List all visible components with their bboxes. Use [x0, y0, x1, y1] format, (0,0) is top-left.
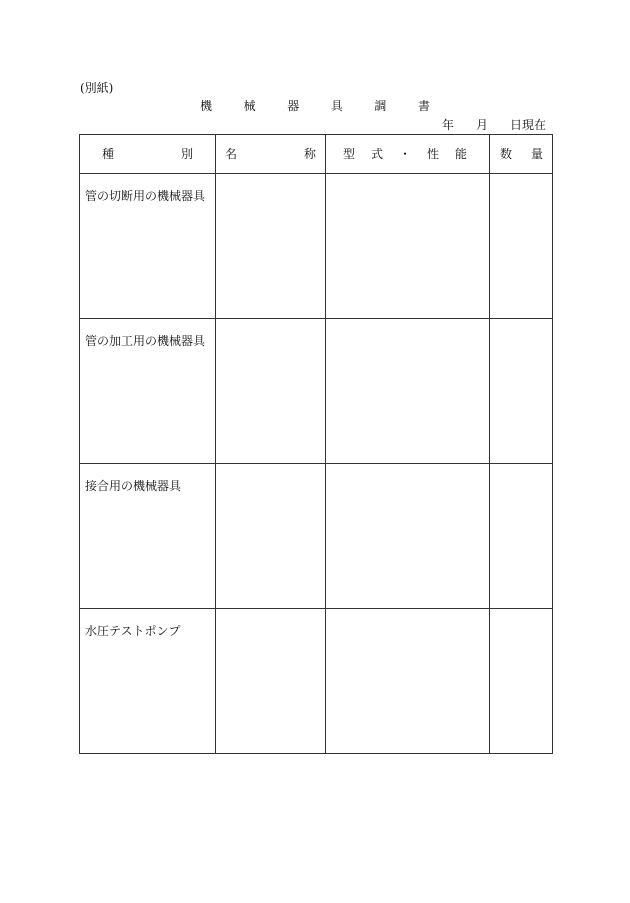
attachment-label: (別紙)	[80, 81, 114, 95]
equipment-survey-table	[79, 134, 553, 754]
table-row	[80, 609, 553, 754]
model-cell[interactable]	[326, 609, 490, 754]
header-char: 名	[225, 147, 238, 161]
date-year-label: 年	[442, 118, 455, 132]
title-char: 具	[330, 99, 343, 113]
name-cell[interactable]	[216, 609, 326, 754]
model-cell[interactable]	[326, 174, 490, 319]
date-as-of-label: 日現在	[510, 118, 547, 132]
header-char: 称	[303, 147, 316, 161]
category-cell	[80, 174, 216, 319]
category-label: 接合用の機械器具	[85, 479, 182, 493]
category-cell	[80, 319, 216, 464]
column-header-model	[326, 135, 490, 174]
title-char: 械	[243, 99, 256, 113]
table-row	[80, 464, 553, 609]
name-cell[interactable]	[216, 319, 326, 464]
model-cell[interactable]	[326, 319, 490, 464]
model-cell[interactable]	[326, 464, 490, 609]
header-char: 数	[500, 147, 513, 161]
column-header-name	[216, 135, 326, 174]
header-char: 種	[102, 147, 115, 161]
column-header-quantity	[490, 135, 553, 174]
header-char: 型	[343, 147, 356, 161]
category-cell	[80, 609, 216, 754]
category-label: 水圧テストポンプ	[85, 624, 181, 638]
category-cell	[80, 464, 216, 609]
quantity-cell[interactable]	[490, 174, 553, 319]
column-header-type	[80, 135, 216, 174]
quantity-cell[interactable]	[490, 464, 553, 609]
title-char: 器	[287, 99, 300, 113]
name-cell[interactable]	[216, 174, 326, 319]
header-char: 能	[454, 147, 467, 161]
quantity-cell[interactable]	[490, 609, 553, 754]
title-char: 機	[200, 99, 213, 113]
name-cell[interactable]	[216, 464, 326, 609]
title-char: 書	[417, 99, 430, 113]
header-char: 量	[530, 147, 543, 161]
title-char: 調	[374, 99, 387, 113]
table-row	[80, 174, 553, 319]
document-title	[200, 98, 430, 114]
header-char: 性	[426, 147, 439, 161]
category-label: 管の加工用の機械器具	[85, 334, 206, 348]
table-row	[80, 319, 553, 464]
header-char: 別	[180, 147, 193, 161]
header-char: ・	[398, 147, 411, 161]
quantity-cell[interactable]	[490, 319, 553, 464]
category-label: 管の切断用の機械器具	[85, 189, 206, 203]
date-month-label: 月	[476, 118, 489, 132]
header-char: 式	[370, 147, 383, 161]
table-header-row	[80, 135, 553, 174]
